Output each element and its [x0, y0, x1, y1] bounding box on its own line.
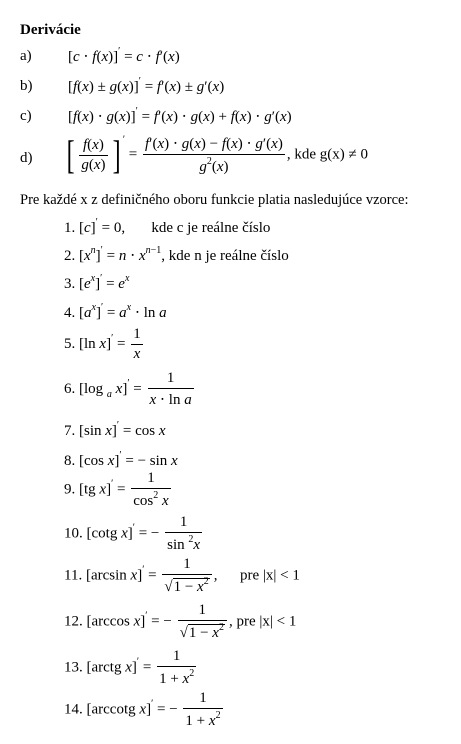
formula-item-7: 7. [sin x]′ = cos x	[64, 420, 166, 439]
rule-a-formula: [c ⋅ f(x)]′ = c ⋅ f′(x)	[68, 46, 180, 65]
formula-item-11: 11. [arcsin x]′ = $\frac{1}{√1 - x^2}$ , pre |x| < 1	[64, 556, 300, 595]
formula-item-4: 4. $[a^x]' = a^x \cdot \ln a$	[64, 302, 167, 321]
item-1-note: kde c je reálne číslo	[151, 220, 271, 236]
rule-b-formula: [f(x) ± g(x)]′ = f′(x) ± g′(x)	[68, 76, 225, 95]
formula-item-6: 6. [log $_a$ x]′ = $\frac{1}{\text{x ⋅ ln a}}$	[64, 370, 192, 408]
formula-item-13: 13. [arctg x]′ = $\frac{1}{1 + x^2}$	[64, 648, 195, 687]
rule-a-label: a)	[20, 48, 32, 64]
formula-item-3: 3. $[e^x]' = e^x$	[64, 273, 130, 292]
rule-d-condition: , kde g(x) ≠ 0	[286, 146, 368, 163]
rule-d-label: d)	[20, 150, 33, 166]
formula-item-1: 1. [c]′ = 0, kde c je reálne číslo	[64, 217, 271, 236]
formula-item-12: 12. [arccos x]′ = − $\frac{1}{√1 - x^2}$ , pre |x| < 1	[64, 602, 297, 641]
item-11-note: pre |x| < 1	[239, 567, 300, 584]
formula-item-10: 10. [cotg x]′ = − $\frac{1}{\sin ^2x}$	[64, 514, 201, 553]
formula-item-9: 9. [tg x]′ = $\frac{1}{\cos^2 x}$	[64, 470, 169, 509]
rule-d-formula: [ $\frac{f(x)}{g(x)}$ ] ′ = $\frac{f'(x) \cdot g(x) - f(x) \cdot g'(x)}{g^2(x)}$ , kde g(x) ≠ 0	[66, 132, 368, 177]
rule-b-label: b)	[20, 78, 33, 94]
formula-item-14: 14. [arccotg x]′ = − $\frac{1}{1 + x^2}$	[64, 690, 221, 729]
item-12-note: pre |x| < 1	[236, 613, 297, 630]
rule-c-formula: [f(x) ⋅ g(x)]′ = f′(x) ⋅ g(x) + f(x) ⋅ g′(x)	[68, 106, 292, 125]
formula-item-5: 5. [ln x]′ = $\frac{1}{x}$	[64, 326, 141, 362]
item-2-note: kde n je reálne číslo	[168, 248, 289, 264]
formula-item-8: 8. [cos x]′ = − sin x	[64, 450, 178, 469]
page-title: Derivácie	[20, 22, 81, 38]
intro-text: Pre každé x z definičného oboru funkcie platia nasledujúce vzorce:	[20, 192, 409, 208]
rule-c-label: c)	[20, 108, 32, 124]
formula-item-2: 2. $[x^n]' = n \cdot x^{n-1}$, kde n je reálne číslo	[64, 245, 289, 264]
